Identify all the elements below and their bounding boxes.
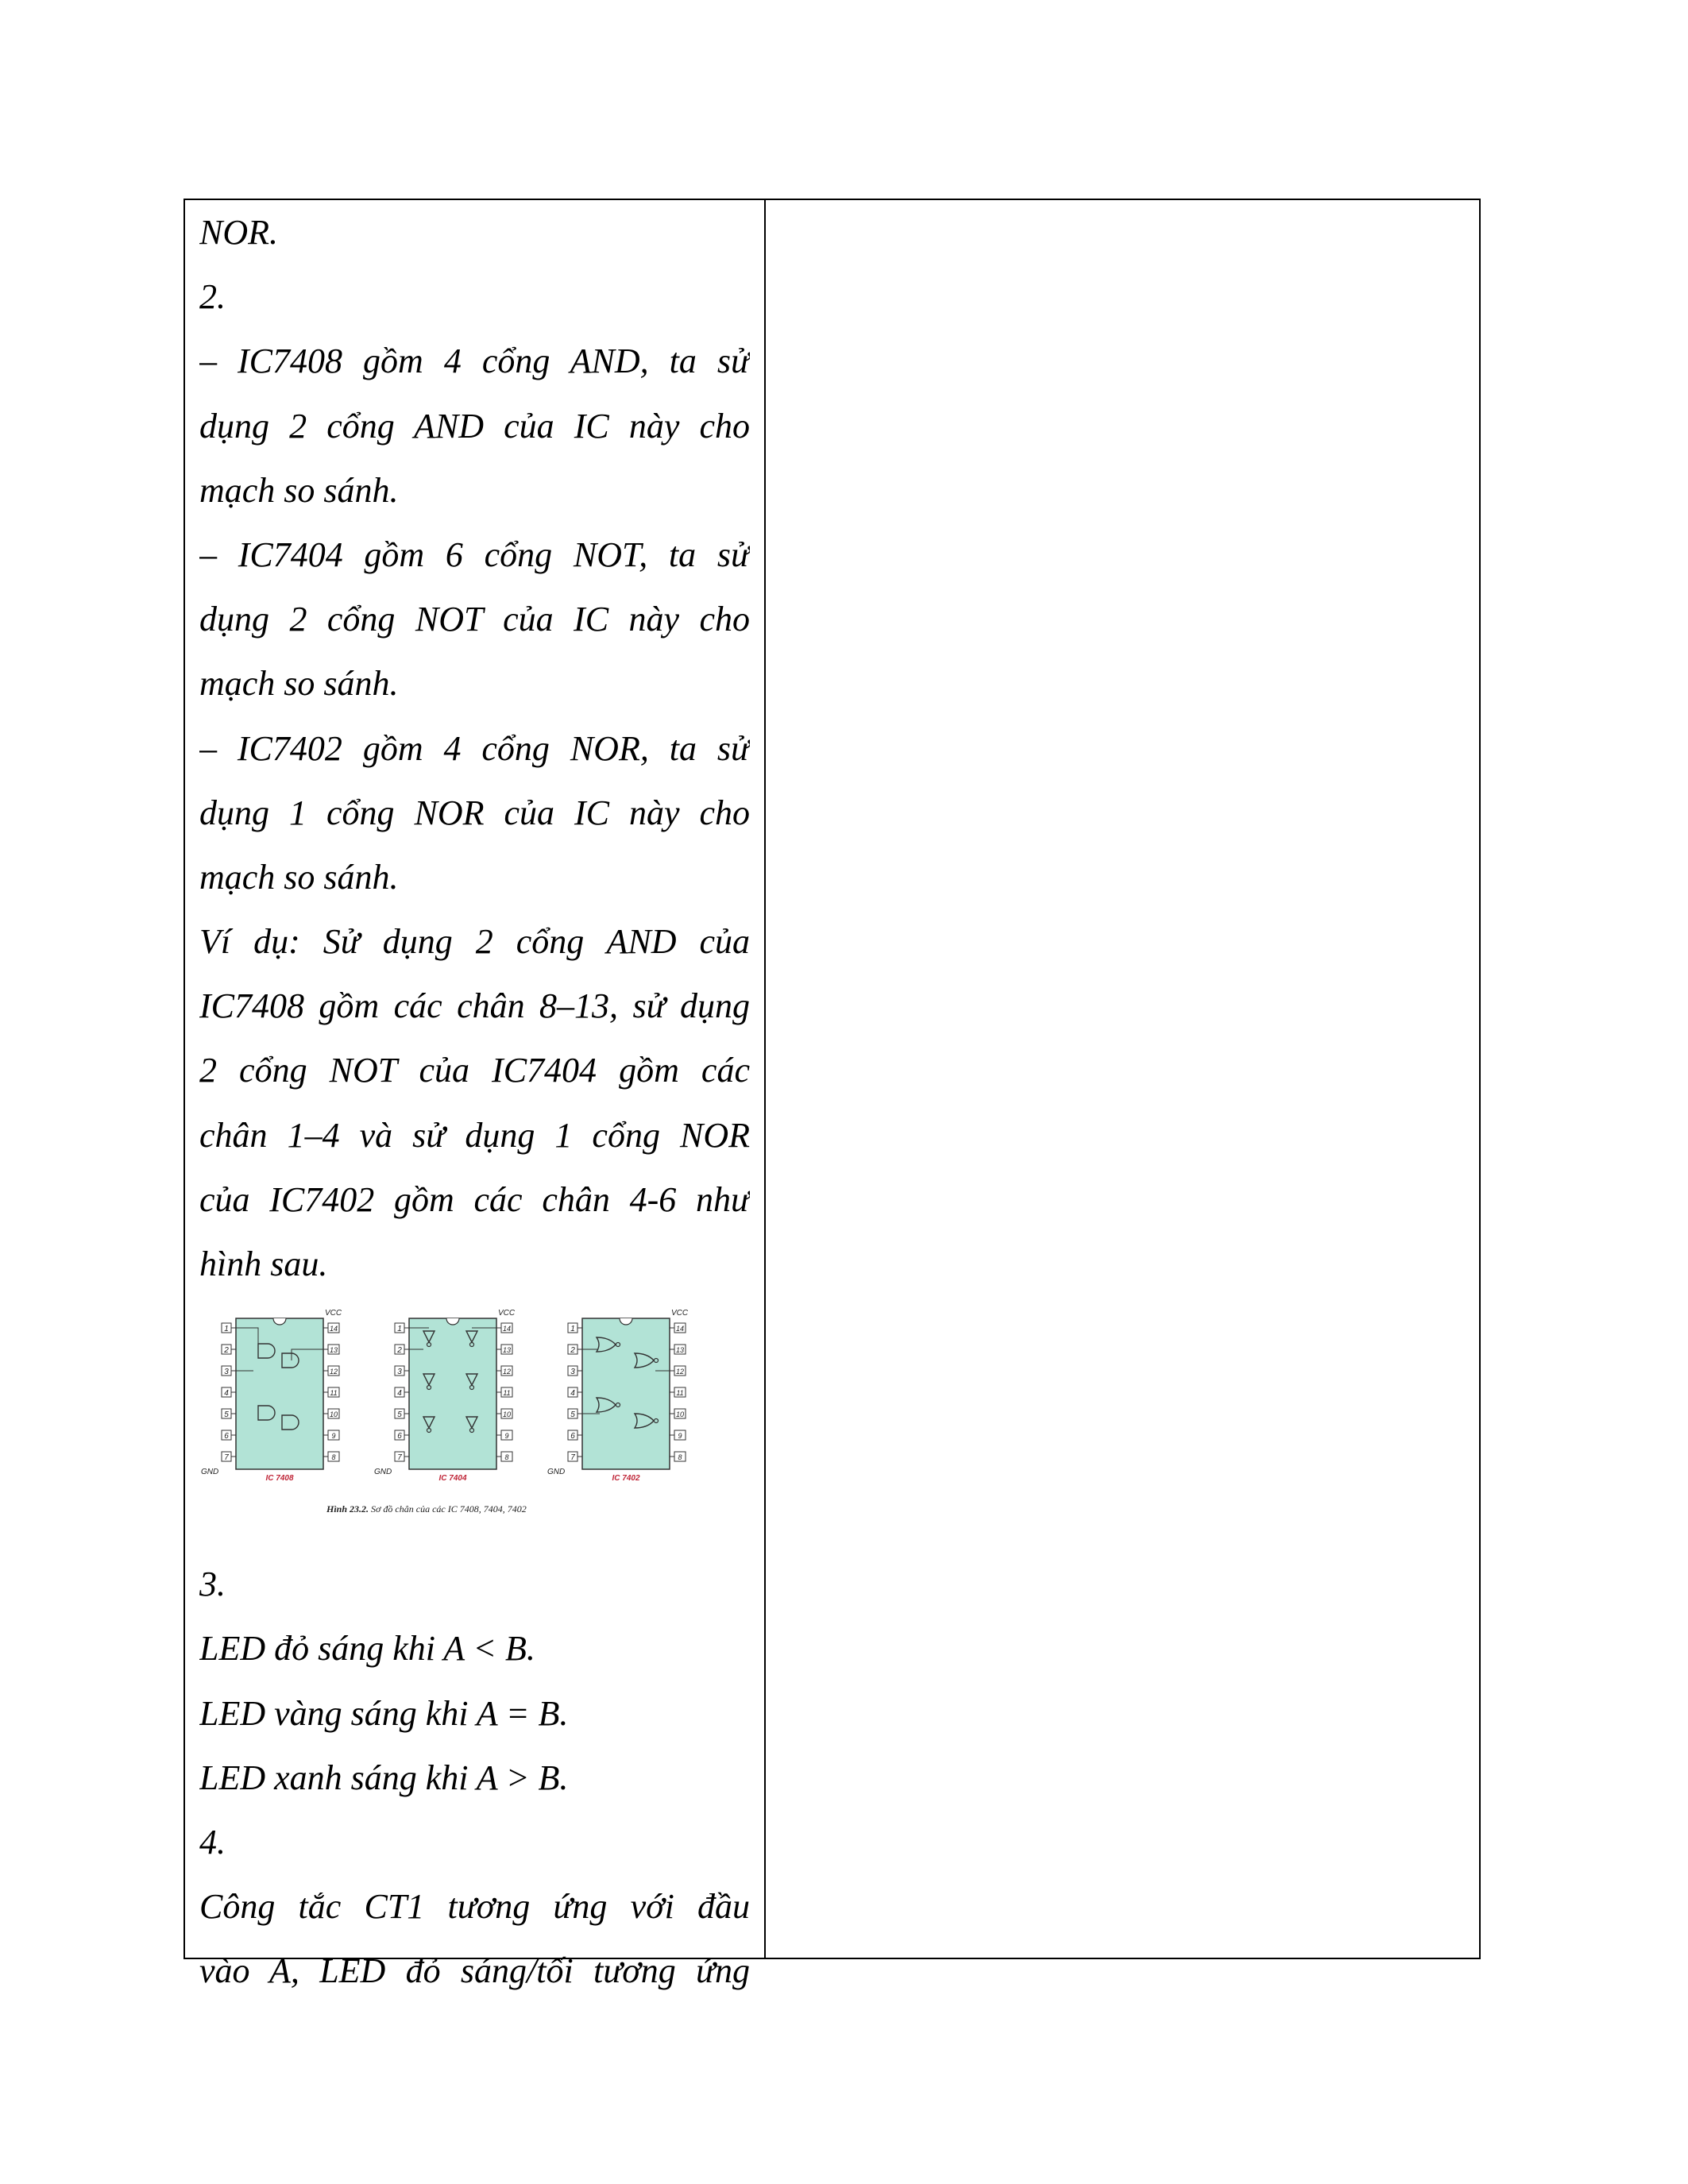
pin-number: 4 (224, 1389, 229, 1399)
text-line: Công tắc CT1 tương ứng với đầu (199, 1887, 750, 1927)
text-line: 2 cổng NOT của IC7404 gồm các (199, 1051, 750, 1090)
pin-number: 6 (570, 1432, 575, 1441)
ic-label: IC 7404 (438, 1474, 467, 1484)
gnd-label: GND (201, 1468, 219, 1477)
gnd-label: GND (547, 1468, 566, 1477)
ic-label: IC 7408 (265, 1474, 294, 1484)
pin-number: 11 (676, 1389, 684, 1398)
text-line: – IC7404 gồm 6 cổng NOT, ta sử (199, 534, 750, 574)
caption-number: Hình 23.2. (326, 1503, 369, 1515)
pin-number: 11 (503, 1389, 511, 1398)
pin-number: 3 (397, 1368, 402, 1377)
pin-number: 14 (502, 1325, 512, 1333)
pin-number: 2 (397, 1346, 402, 1356)
pin-number: 2 (570, 1346, 575, 1356)
text-line: dụng 2 cổng NOT của IC này cho (199, 600, 750, 639)
pin-number: 5 (397, 1410, 402, 1420)
ic-body (582, 1318, 670, 1469)
text-line: – IC7402 gồm 4 cổng NOR, ta sử (199, 728, 750, 768)
pin-number: 14 (675, 1325, 685, 1333)
pin-number: 12 (502, 1368, 512, 1376)
pin-number: 7 (570, 1453, 575, 1463)
figure-ic-pinout (199, 1296, 750, 1552)
pin-number: 13 (329, 1346, 338, 1355)
pin-number: 1 (224, 1325, 229, 1334)
text-line: mạch so sánh. (199, 857, 399, 897)
text-line: chân 1–4 và sử dụng 1 cổng NOR (199, 1115, 750, 1155)
ic-body (236, 1318, 323, 1469)
ic-label: IC 7402 (612, 1474, 640, 1484)
vcc-label: VCC (671, 1309, 689, 1318)
table-cell-right (766, 200, 1479, 1958)
pin-number: 5 (224, 1410, 229, 1420)
gnd-label: GND (374, 1468, 392, 1477)
pin-number: 8 (331, 1453, 336, 1462)
text-line: 2. (199, 277, 226, 317)
pin-number: 7 (397, 1453, 402, 1463)
pin-number: 8 (678, 1453, 682, 1462)
pin-number: 1 (397, 1325, 402, 1334)
text-line: hình sau. (199, 1244, 328, 1283)
pin-number: 14 (329, 1325, 338, 1333)
vcc-label: VCC (498, 1309, 516, 1318)
pin-number: 6 (397, 1432, 402, 1441)
pin-number: 10 (329, 1410, 338, 1419)
pin-number: 13 (675, 1346, 685, 1355)
figure-caption (326, 1503, 527, 1515)
text-line: vào A, LED đỏ sáng/tối tương ứng (199, 1951, 750, 1991)
text-line: Ví dụ: Sử dụng 2 cổng AND của (199, 922, 750, 962)
ic-body (409, 1318, 496, 1469)
pin-number: 13 (502, 1346, 512, 1355)
pin-number: 8 (504, 1453, 509, 1462)
pin-number: 6 (224, 1432, 229, 1441)
text-line: IC7408 gồm các chân 8–13, sử dụng (199, 986, 750, 1026)
text-line: LED xanh sáng khi A > B. (199, 1758, 569, 1797)
pin-number: 5 (570, 1410, 575, 1420)
pin-number: 9 (331, 1432, 336, 1441)
pin-number: 3 (224, 1368, 229, 1377)
pin-number: 1 (570, 1325, 575, 1334)
text-line: LED vàng sáng khi A = B. (199, 1693, 569, 1733)
pin-number: 4 (570, 1389, 575, 1399)
text-block-before-figure (199, 200, 750, 1296)
vcc-label: VCC (325, 1309, 342, 1318)
text-line: mạch so sánh. (199, 470, 399, 510)
text-line: dụng 1 cổng NOR của IC này cho (199, 793, 750, 832)
pin-number: 4 (397, 1389, 402, 1399)
pin-number: 11 (330, 1389, 338, 1398)
table-cell-left (199, 200, 750, 2004)
text-line: của IC7402 gồm các chân 4-6 như (199, 1179, 750, 1219)
text-line: mạch so sánh. (199, 664, 399, 704)
answer-table (183, 199, 1481, 1991)
pin-number: 10 (502, 1410, 512, 1419)
text-line: 4. (199, 1822, 226, 1862)
caption-text: Sơ đồ chân của các IC 7408, 7404, 7402 (369, 1503, 527, 1515)
text-line: 3. (199, 1565, 226, 1604)
pin-number: 12 (329, 1368, 338, 1376)
text-line: dụng 2 cổng AND của IC này cho (199, 406, 750, 446)
pin-number: 9 (678, 1432, 682, 1441)
pin-number: 9 (504, 1432, 509, 1441)
ic-pinout-diagram (199, 1304, 692, 1526)
pin-number: 10 (675, 1410, 685, 1419)
text-line: – IC7408 gồm 4 cổng AND, ta sử (199, 341, 750, 381)
text-block-after-figure (199, 1552, 750, 2003)
pin-number: 12 (675, 1368, 685, 1376)
pin-number: 7 (224, 1453, 229, 1463)
text-line: LED đỏ sáng khi A < B. (199, 1629, 535, 1669)
text-line: NOR. (199, 213, 278, 252)
pin-number: 2 (224, 1346, 229, 1356)
pin-number: 3 (570, 1368, 575, 1377)
